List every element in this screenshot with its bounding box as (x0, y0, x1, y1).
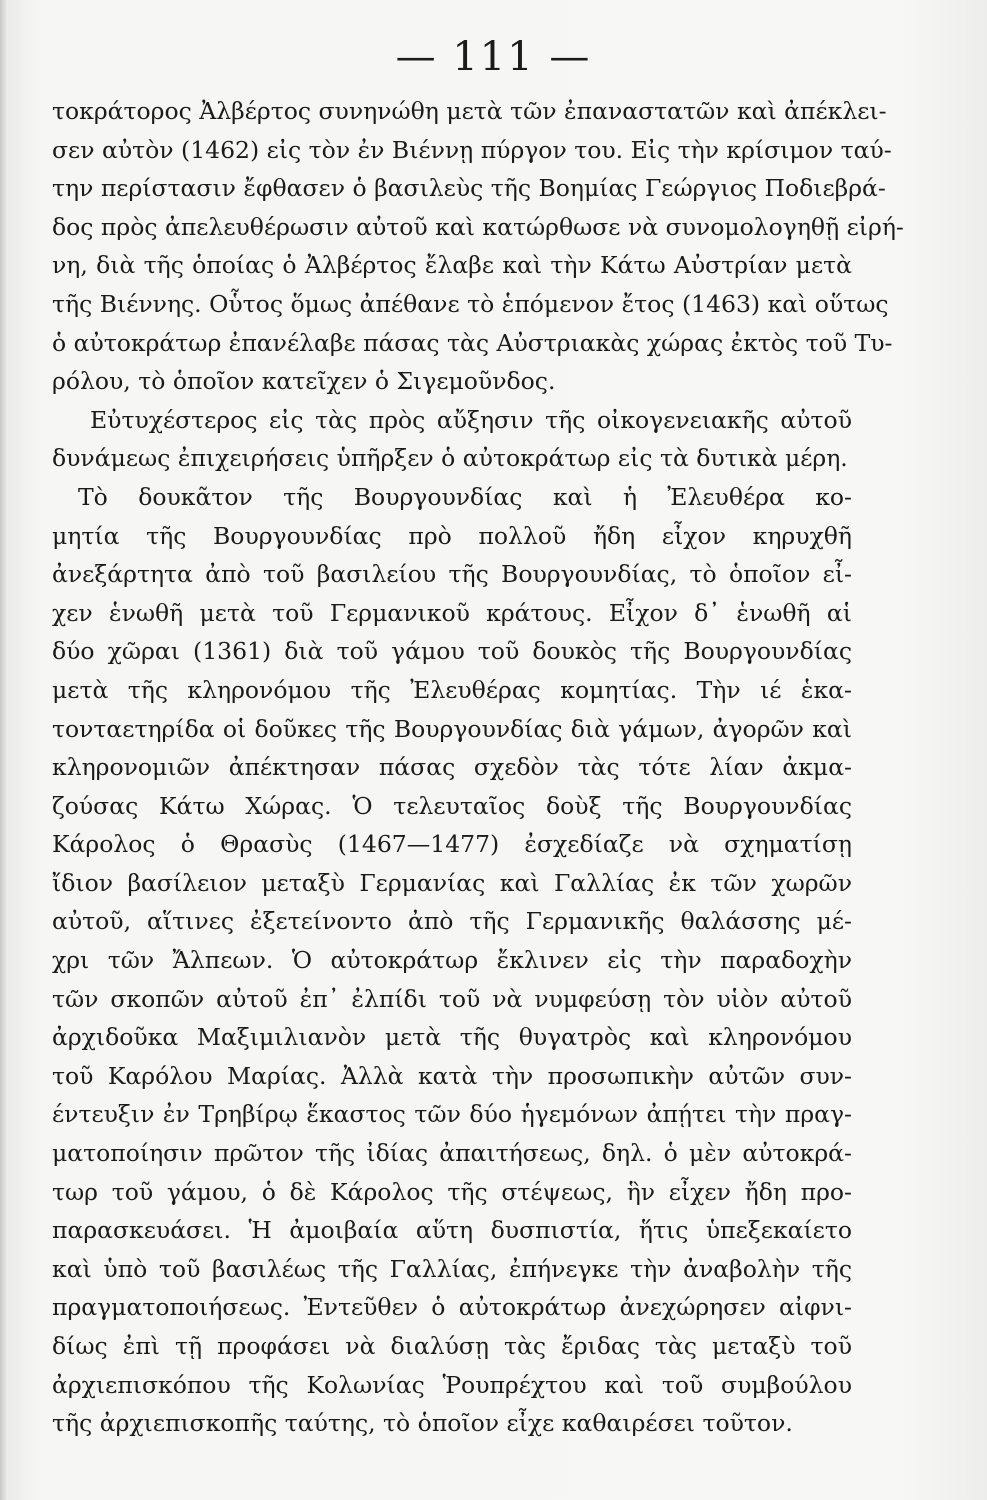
text-line: ματοποίησιν πρῶτον τῆς ἰδίας ἀπαιτήσεως, δηλ. ὁ μὲν αὐτοκρά- (52, 1139, 852, 1168)
text-line: κληρονομιῶν ἀπέκτησαν πάσας σχεδὸν τὰς τότε λίαν ἀκμα- (52, 753, 852, 782)
text-line: αὐτοῦ, αἵτινες ἐξετείνοντο ἀπὸ τῆς Γερμανικῆς θαλάσσης μέ- (52, 907, 852, 936)
page-number: — 111 — (395, 34, 592, 80)
text-line: δύο χῶραι (1361) διὰ τοῦ γάμου τοῦ δουκὸς τῆς Βουργουνδίας (52, 637, 852, 666)
text-line: δος πρὸς ἀπελευθέρωσιν αὐτοῦ καὶ κατώρθωσε νὰ συνομολογηθῇ εἰρή- (52, 212, 904, 241)
text-line: τοῦ Καρόλου Μαρίας. Ἀλλὰ κατὰ τὴν προσωπικὴν αὐτῶν συν- (52, 1061, 852, 1090)
text-line: τοκράτορος Ἀλβέρτος συνηνώθη μετὰ τῶν ἐπαναστατῶν καὶ ἀπέκλει- (52, 97, 887, 125)
text-line: τῆς ἀρχιεπισκοπῆς ταύτης, τὸ ὁποῖον εἶχε καθαιρέσει τοῦτον. (52, 1409, 793, 1438)
text-line: τονταετηρίδα οἱ δοῦκες τῆς Βουργουνδίας διὰ γάμων, ἀγορῶν καὶ (52, 714, 852, 743)
text-line: την περίστασιν ἔφθασεν ὁ βασιλεὺς τῆς Βοημίας Γεώργιος Ποδιεβρά- (52, 174, 886, 203)
text-line: παρασκευάσει. Ἡ ἀμοιβαία αὕτη δυσπιστία, ἥτις ὑπεξεκαίετο (52, 1216, 852, 1245)
text-line: ρόλου, τὸ ὁποῖον κατεῖχεν ὁ Σιγεμοῦνδος. (52, 367, 556, 396)
text-line: ἀνεξάρτητα ἀπὸ τοῦ βασιλείου τῆς Βουργουνδίας, τὸ ὁποῖον εἶ- (52, 560, 852, 589)
text-line: δυνάμεως ἐπιχειρήσεις ὑπῆρξεν ὁ αὐτοκράτωρ εἰς τὰ δυτικὰ μέρη. (52, 444, 848, 473)
text-line: ζούσας Κάτω Χώρας. Ὁ τελευταῖος δοὺξ τῆς Βουργουνδίας (52, 791, 852, 820)
text-line: χεν ἑνωθῆ μετὰ τοῦ Γερμανικοῦ κράτους. Εἶχον δ᾽ ἑνωθῆ αἱ (52, 598, 852, 627)
text-line: δίως ἐπὶ τῇ προφάσει νὰ διαλύσῃ τὰς ἔριδας τὰς μεταξὺ τοῦ (52, 1332, 852, 1360)
paragraph-start-line: Τὸ δουκᾶτον τῆς Βουργουνδίας καὶ ἡ Ἐλευθέρα κο- (78, 482, 852, 511)
text-line: ἀρχιεπισκόπου τῆς Κολωνίας Ῥουπρέχτου καὶ τοῦ συμβούλου (52, 1370, 852, 1399)
text-line: σεν αὐτὸν (1462) εἰς τὸν ἐν Βιέννῃ πύργον του. Εἰς τὴν κρίσιμον ταύ- (52, 135, 892, 164)
text-line: νη, διὰ τῆς ὁποίας ὁ Ἀλβέρτος ἔλαβε καὶ τὴν Κάτω Αὐστρίαν μετὰ (52, 251, 852, 280)
page-binding-edge (0, 0, 8, 1500)
text-line: ὁ αὐτοκράτωρ ἐπανέλαβε πάσας τὰς Αὐστριακὰς χώρας ἐκτὸς τοῦ Τυ- (52, 328, 893, 357)
text-line: Κάρολος ὁ Θρασὺς (1467—1477) ἐσχεδίαζε νὰ σχηματίσῃ (52, 830, 852, 859)
body-text (52, 92, 904, 1443)
text-line: τῆς Βιέννης. Οὗτος ὅμως ἀπέθανε τὸ ἑπόμενον ἔτος (1463) καὶ οὕτως (52, 289, 889, 318)
paragraph-start-line: Εὐτυχέστερος εἰς τὰς πρὸς αὔξησιν τῆς οἰκογενειακῆς αὐτοῦ (90, 405, 852, 434)
text-line: χρι τῶν Ἄλπεων. Ὁ αὐτοκράτωρ ἔκλινεν εἰς τὴν παραδοχὴν (52, 946, 852, 975)
text-line: καὶ ὑπὸ τοῦ βασιλέως τῆς Γαλλίας, ἐπήνεγκε τὴν ἀναβολὴν τῆς (52, 1254, 852, 1283)
text-line: μετὰ τῆς κληρονόμου τῆς Ἐλευθέρας κομητίας. Τὴν ιέ ἑκα- (52, 675, 852, 704)
text-line: πραγματοποιήσεως. Ἐντεῦθεν ὁ αὐτοκράτωρ ἀνεχώρησεν αἰφνι- (52, 1293, 852, 1322)
text-line: ἀρχιδοῦκα Μαξιμιλιανὸν μετὰ τῆς θυγατρὸς καὶ κληρονόμου (52, 1023, 852, 1052)
text-line: τῶν σκοπῶν αὐτοῦ ἐπ᾽ ἐλπίδι τοῦ νὰ νυμφεύσῃ τὸν υἱὸν αὐτοῦ (52, 984, 852, 1013)
text-line: τωρ τοῦ γάμου, ὁ δὲ Κάρολος τῆς στέψεως, ἣν εἶχεν ἤδη προ- (52, 1177, 852, 1206)
text-line: ἴδιον βασίλειον μεταξὺ Γερμανίας καὶ Γαλλίας ἐκ τῶν χωρῶν (52, 868, 852, 897)
text-line: μητία τῆς Βουργουνδίας πρὸ πολλοῦ ἤδη εἶχον κηρυχθῆ (52, 521, 852, 550)
text-line: έντευξιν ἐν Τρηβίρῳ ἕκαστος τῶν δύο ἡγεμόνων ἀπῄτει τὴν πραγ- (52, 1100, 852, 1129)
